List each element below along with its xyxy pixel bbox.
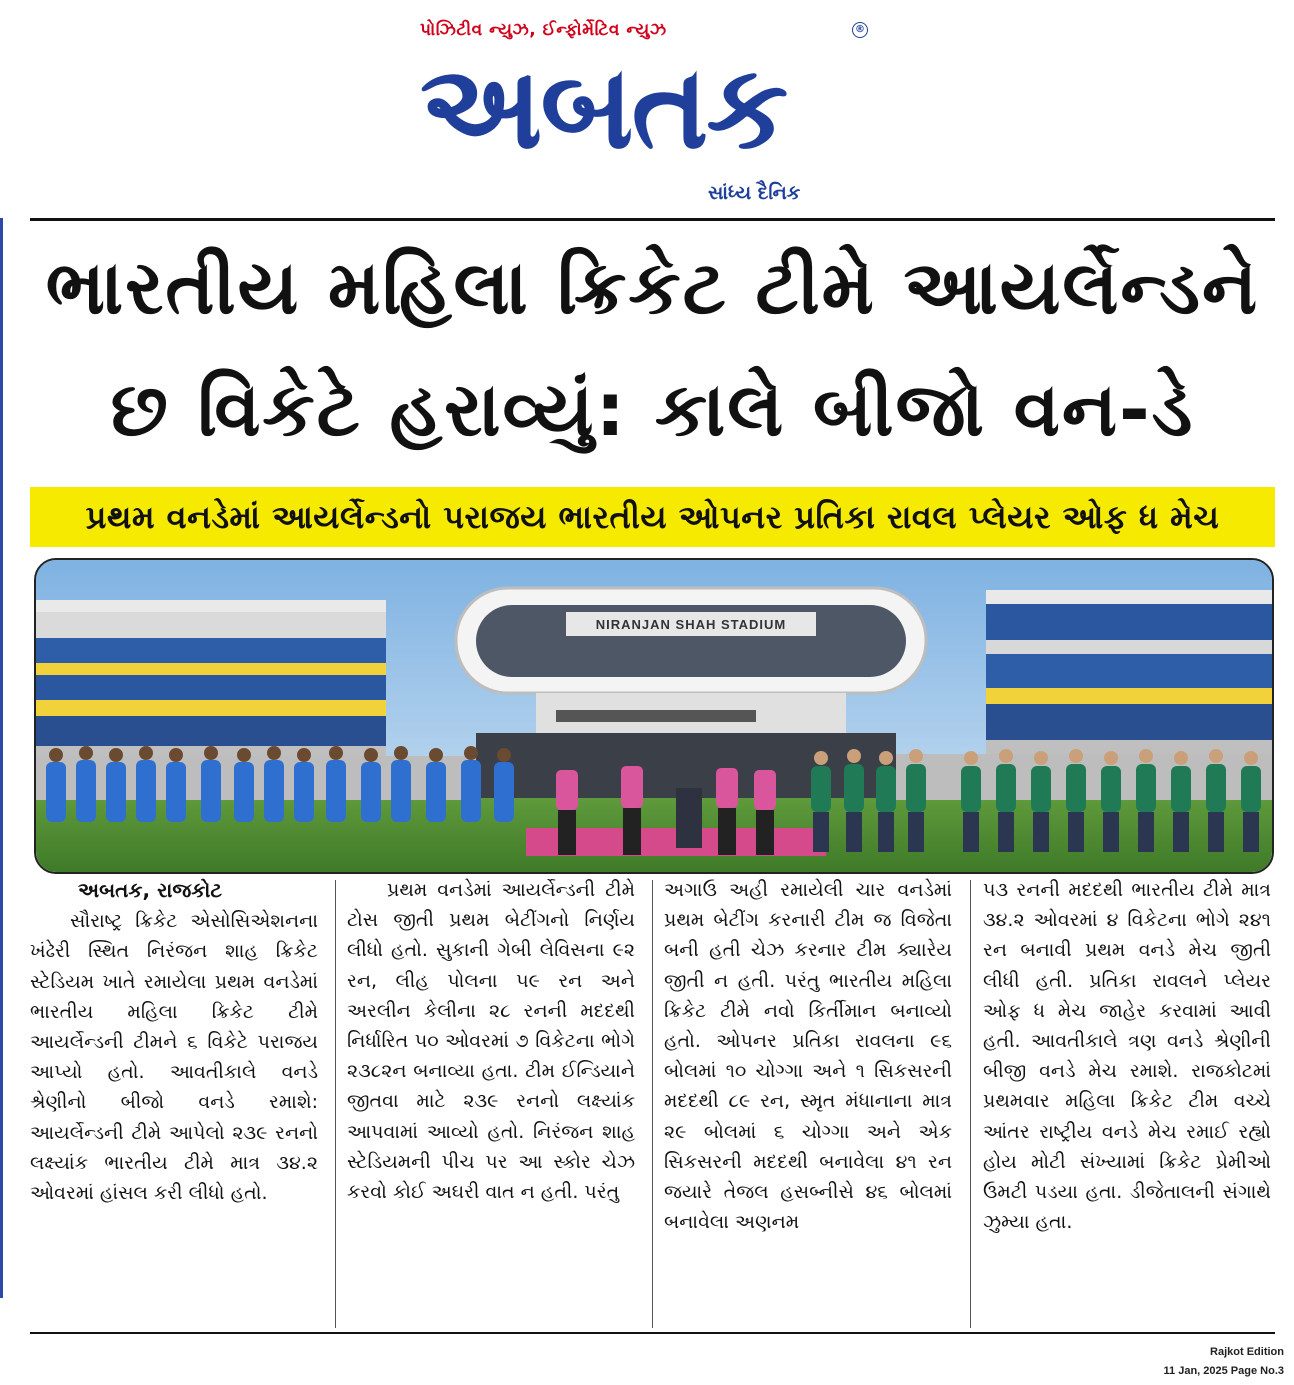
article-column-1 [30, 875, 318, 1335]
masthead-tagline: પોઝિટીવ ન્યુઝ, ઈન્ફોર્મેટિવ ન્યુઝ [420, 20, 667, 40]
article-column-2 [347, 875, 635, 1335]
article-column-3 [664, 875, 952, 1335]
article-col3-text: અગાઉ અહી રમાયેલી ચાર વનડેમાં પ્રથમ બેટીંગ કરનારી ટીમ જ વિજેતા બની હતી ચેઝ કરનાર ટીમ ક્યારેય જીતી ન હતી. પરંતુ ભારતીય મહિલા ક્રિકેટ ટીમે નવો કિર્તીમાન બનાવ્યો હતો. ઓપનર પ્રતિકા રાવલના ૯૬ બોલમાં ૧૦ ચોગ્ગા અને ૧ સિકસરની મદદથી ૮૯ રન, સ્મૃત મંધાનાના માત્ર ૨૯ બોલમાં ૬ ચોગ્ગા અને એક સિકસરની મદદથી બનાવેલા ૪૧ રન જયારે તેજલ હસબ્નીસે ૪૬ બોલમાં બનાવેલા અણનમ [664, 879, 952, 1234]
headline-line-1: ભારતીય મહિલા ક્રિકેટ ટીમે આયર્લેન્ડને [45, 245, 1260, 331]
article-col4-text: ૫૩ રનની મદદથી ભારતીય ટીમે માત્ર ૩૪.૨ ઓવરમાં ૪ વિકેટના ભોગે ૨૪૧ રન બનાવી પ્રથમ વનડે મેચ જીતી લીધી હતી. પ્રતિકા રાવલને પ્લેયર ઓફ ધ મેચ જાહેર કરવામાં આવી હતી. આવતીકાલે ત્રણ વનડે શ્રેણીની બીજી વનડે મેચ રમાશે. રાજકોટમાં પ્રથમવાર મહિલા ક્રિકેટ ટીમ વચ્ચે આંતર રાષ્ટ્રીય વનડે મેચ રમાઈ રહ્યો હોય મોટી સંખ્યામાં ક્રિકેટ પ્રેમીઓ ઉમટી પડયા હતા. ડીજેતાલની સંગાથે ઝુમ્યા હતા. [983, 879, 1271, 1234]
column-divider [652, 880, 653, 1328]
article-column-4 [983, 875, 1271, 1335]
subheadline-text: પ્રથમ વનડેમાં આયર્લેન્ડનો પરાજય ભારતીય ઓપનર પ્રતિકા રાવલ પ્લેયર ઓફ ધ મેચ [85, 498, 1220, 536]
registered-mark-icon: ® [852, 22, 868, 38]
footer-divider [30, 1332, 1275, 1334]
masthead [380, 8, 900, 213]
edition-date-page: 11 Jan, 2025 Page No.3 [1163, 1365, 1284, 1377]
subheadline-strap [30, 487, 1275, 547]
masthead-subtitle: સાંધ્ય દૈનિક [708, 182, 801, 204]
right-stand [986, 590, 1272, 754]
stadium-photo [34, 558, 1274, 874]
newspaper-logo: અબતક [420, 40, 787, 175]
edition-info [1164, 1343, 1284, 1381]
left-margin-rule [0, 218, 3, 1298]
headline-line-2: છ વિકેટે હરાવ્યું: કાલે બીજો વન-ડે [110, 367, 1195, 453]
stadium-sign-text: NIRANJAN SHAH STADIUM [595, 617, 787, 632]
edition-name: Rajkot Edition [1210, 1346, 1284, 1358]
header-divider [30, 218, 1275, 221]
article-dateline: અબતક, રાજકોટ [78, 878, 223, 902]
article-col1-text: સૌરાષ્ટ્ર ક્રિકેટ એસોસિએશનના ખંઢેરી સ્થિત નિરંજન શાહ ક્રિકેટ સ્ટેડિયમ ખાતે રમાયેલા પ્રથમ વનડેમાં ભારતીય મહિલા ક્રિકેટ ટીમે આયર્લેન્ડની ટીમને ૬ વિકેટે પરાજય આપ્યો હતો. આવતીકાલે વનડે શ્રેણીનો બીજો વનડે રમાશે: આયર્લેન્ડની ટીમે આપેલો ૨૩૯ રનનો લક્ષ્યાંક ભારતીય ટીમે માત્ર ૩૪.૨ ઓવરમાં હાંસલ કરી લીધો હતો. [30, 910, 318, 1205]
article-col2-text: પ્રથમ વનડેમાં આયર્લેન્ડની ટીમે ટોસ જીતી પ્રથમ બેટીંગનો નિર્ણય લીધો હતો. સુકાની ગેબી લેવિસના ૯૨ રન, લીહ પોલના ૫૯ રન અને અરલીન કેલીના ૨૮ રનની મદદથી નિર્ધારિત ૫૦ ઓવરમાં ૭ વિકેટના ભોગે ૨૩૮૨ન બનાવ્યા હતા. ટીમ ઈન્ડિયાને જીતવા માટે ૨૩૯ રનનો લક્ષ્યાંક આપવામાં આવ્યો હતો. નિરંજન શાહ સ્ટેડિયમની પીચ પર આ સ્કોર ચેઝ કરવો કોઈ અઘરી વાત ન હતી. પરંતુ [347, 879, 635, 1204]
left-stand [36, 600, 386, 756]
column-divider [970, 880, 971, 1328]
column-divider [335, 880, 336, 1328]
india-players [46, 760, 514, 822]
